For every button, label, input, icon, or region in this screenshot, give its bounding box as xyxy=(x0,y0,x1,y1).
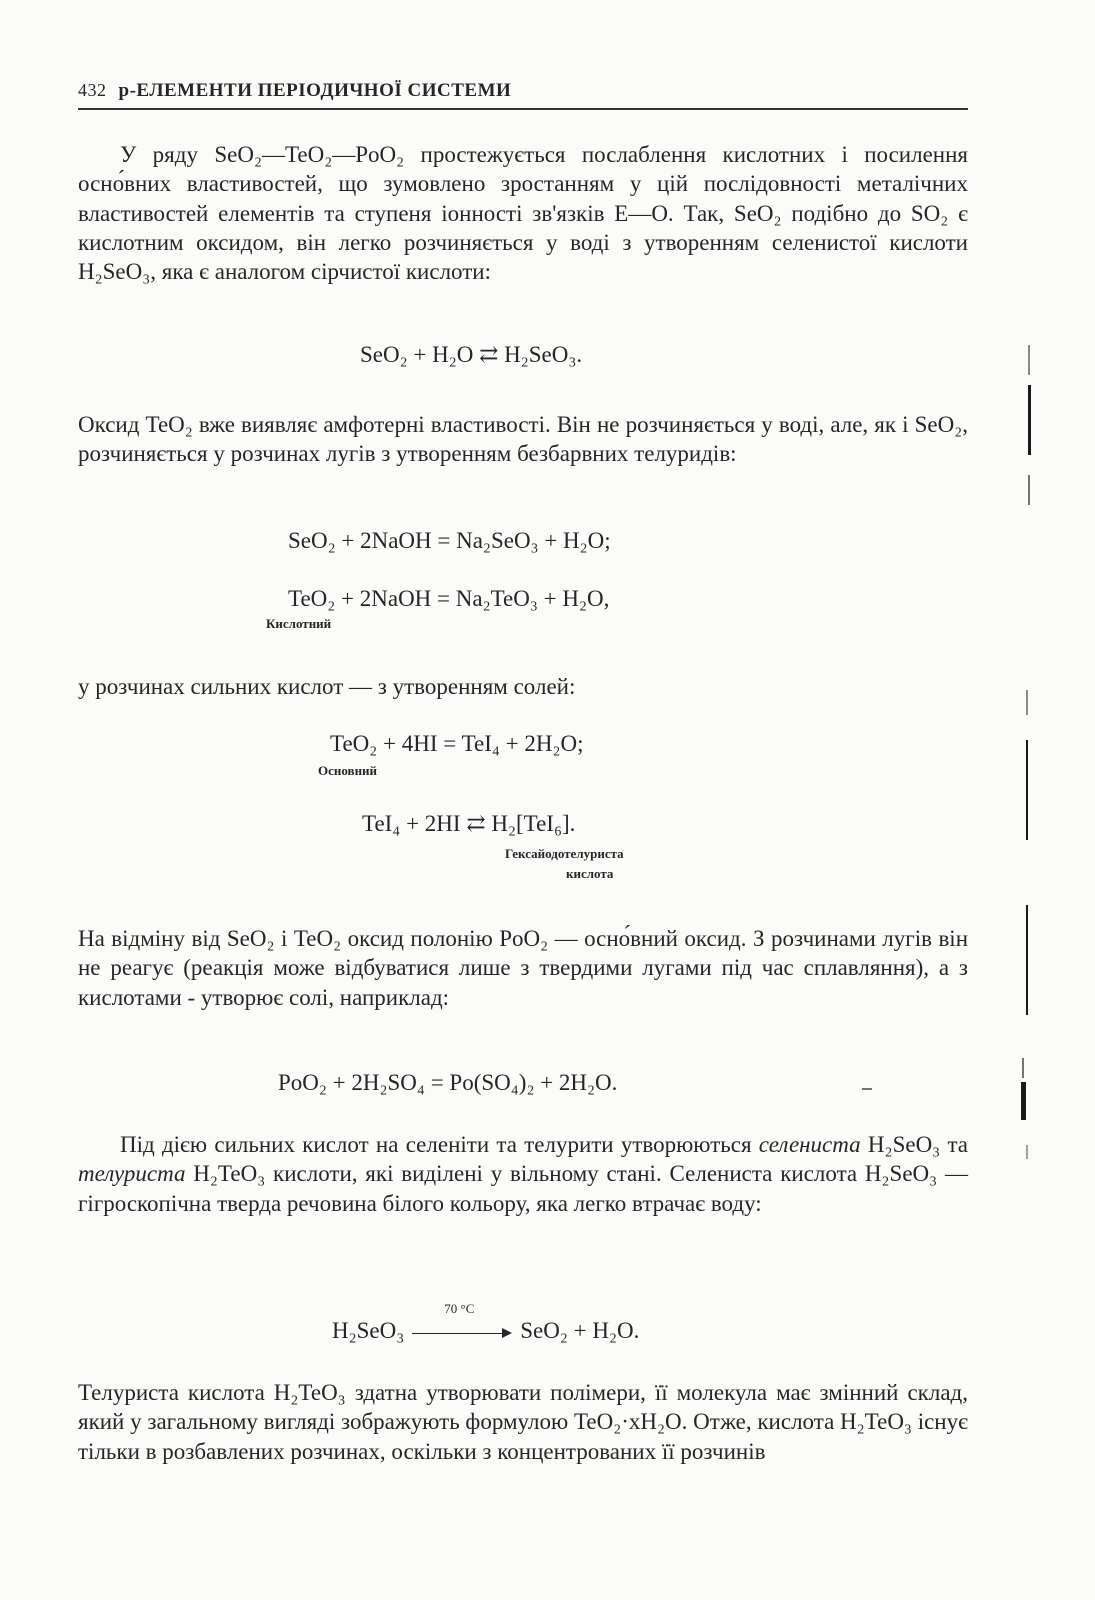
paragraph-4: На відміну від SeO₂ і TeO₂ оксид полонію PoO₂ — осно́вний оксид. З розчинами лугів він не реагує (реакція може відбуватися лише з твердими лугами під час сплавляння), а з кислотами - утворює солі, наприклад: xyxy=(78,926,968,1010)
scan-mark xyxy=(862,1088,872,1090)
scan-mark xyxy=(1028,345,1030,375)
equation-7-condition: 70 °C xyxy=(444,1300,475,1316)
header-rule xyxy=(78,108,968,110)
page-number: 432 xyxy=(78,80,107,100)
equation-3-label: Кислотний xyxy=(266,616,332,631)
header-title: р-ЕЛЕМЕНТИ ПЕРІОДИЧНОЇ СИСТЕМИ xyxy=(118,80,512,101)
term-telurysta: телуриста xyxy=(78,1161,186,1187)
paragraph-5-part-b: H₂SeO₃ та xyxy=(860,1132,968,1157)
scan-mark xyxy=(1028,475,1030,505)
paragraph-5 xyxy=(78,1130,968,1218)
paragraph-1: У ряду SeO₂—TeO₂—PoO₂ простежується послаблення кислотних і посилення осно́вних властивостей, що зумовлено зростанням у цій послідовності металічних властивостей елементів та ступеня іонності зв'язків E—O. Так, SeO₂ подібно до SO₂ є кислотним оксидом, він легко розчиняється у воді з утворенням селенистої кислоти H₂SeO₃, яка є аналогом сірчистої кислоти: xyxy=(78,142,968,285)
scan-mark xyxy=(1022,1058,1024,1078)
paragraph-5-part-a: Під дією сильних кислот на селеніти та телурити утворюються xyxy=(120,1132,759,1157)
scan-mark xyxy=(1026,690,1028,715)
equation-7 xyxy=(332,1300,640,1344)
equation-5-label-1: Гексайодотелуриста xyxy=(505,846,624,861)
scan-mark xyxy=(1021,1082,1026,1120)
paragraph-6: Телуриста кислота H₂TeO₃ здатна утворювати полімери, її молекула має змінний склад, який у загальному вигляді зображують формулою TeO₂·xH₂O. Отже, кислота H₂TeO₃ існує тільки в розбавлених розчинах, оскільки з концентрованих її розчинів xyxy=(78,1380,968,1464)
scan-mark xyxy=(1026,740,1028,840)
paragraph-5-part-c: H₂TeO₃ кислоти, які виділені у вільному стані. Селениста кислота H₂SeO₃ — гігроскопічна тверда речовина білого кольору, яка легко втрачає воду: xyxy=(78,1161,968,1216)
equation-3: TeO₂ + 2NaOH = Na₂TeO₃ + H₂O, xyxy=(288,586,610,611)
equation-5-label-2: кислота xyxy=(566,866,614,881)
running-header xyxy=(78,80,968,102)
equation-7-right: SeO₂ + H₂O. xyxy=(520,1318,640,1343)
equation-4-label: Основний xyxy=(318,763,378,778)
paragraph-2: Оксид TeO₂ вже виявляє амфотерні властивості. Він не розчиняється у воді, але, як і SeO₂, розчиняється у розчинах лугів з утворенням безбарвних телуридів: xyxy=(78,412,968,467)
paragraph-3: у розчинах сильних кислот — з утворенням солей: xyxy=(78,674,576,699)
term-selenysta: селениста xyxy=(758,1132,861,1157)
equation-6: PoO₂ + 2H₂SO₄ = Po(SO₄)₂ + 2H₂O. xyxy=(278,1070,618,1095)
equation-2: SeO₂ + 2NaOH = Na₂SeO₃ + H₂O; xyxy=(288,528,611,553)
equation-7-left: H₂SeO₃ xyxy=(332,1318,405,1343)
reaction-arrow-icon xyxy=(412,1300,512,1343)
equation-1: SeO₂ + H₂O ⇄ H₂SeO₃. xyxy=(360,342,583,367)
equation-5: TeI₄ + 2HI ⇄ H₂[TeI₆]. xyxy=(362,811,576,836)
scan-mark xyxy=(1026,905,1028,1015)
scan-mark xyxy=(1028,385,1031,455)
scan-mark xyxy=(1026,1145,1028,1159)
equation-4: TeO₂ + 4HI = TeI₄ + 2H₂O; xyxy=(330,731,584,756)
